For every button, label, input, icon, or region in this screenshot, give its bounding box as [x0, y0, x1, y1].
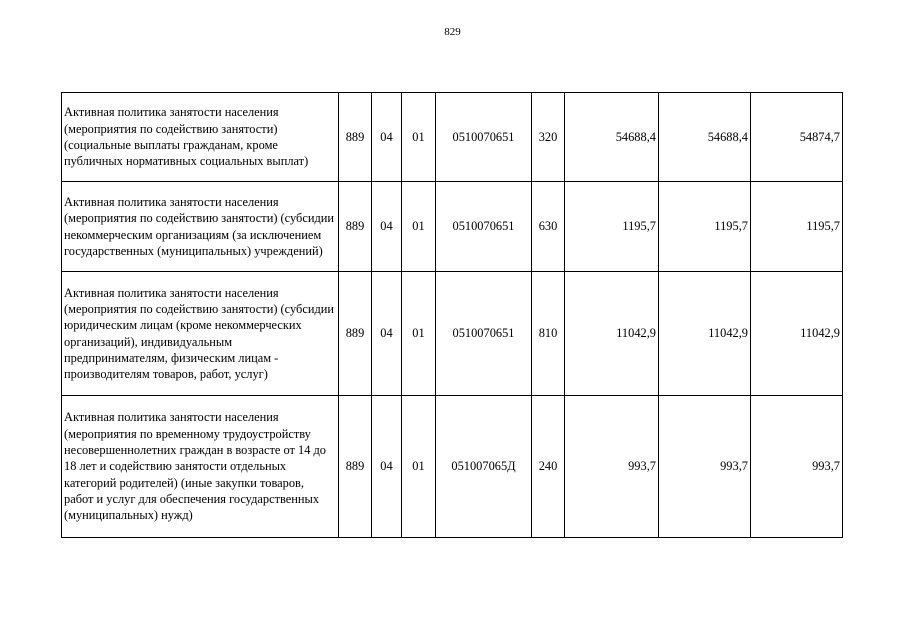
row-description: Активная политика занятости населения (мероприятия по временному трудоустройству несовершеннолетних граждан в возрасте от 14 до 18 лет и содействию занятости отдельных категорий родителей) (иные закупки товаров, работ и услуг для обеспечения государственных (муниципальных) нужд)	[62, 396, 339, 538]
amount-year-1: 54688,4	[565, 93, 659, 182]
section-code: 04	[372, 272, 402, 396]
target-article-code: 0510070651	[436, 182, 532, 272]
amount-year-3: 1195,7	[751, 182, 843, 272]
amount-year-1: 11042,9	[565, 272, 659, 396]
amount-year-3: 11042,9	[751, 272, 843, 396]
subsection-code: 01	[402, 272, 436, 396]
subsection-code: 01	[402, 93, 436, 182]
target-article-code: 051007065Д	[436, 396, 532, 538]
expense-type-code: 240	[532, 396, 565, 538]
table-row	[62, 396, 843, 538]
amount-year-2: 54688,4	[659, 93, 751, 182]
section-code: 04	[372, 93, 402, 182]
expense-type-code: 810	[532, 272, 565, 396]
amount-year-1: 1195,7	[565, 182, 659, 272]
amount-year-2: 11042,9	[659, 272, 751, 396]
budget-table	[61, 92, 843, 538]
section-code: 04	[372, 182, 402, 272]
row-description: Активная политика занятости населения (мероприятия по содействию занятости) (социальные выплаты гражданам, кроме публичных нормативных социальных выплат)	[62, 93, 339, 182]
table-row	[62, 93, 843, 182]
amount-year-3: 993,7	[751, 396, 843, 538]
ministry-code: 889	[339, 93, 372, 182]
expense-type-code: 630	[532, 182, 565, 272]
amount-year-2: 1195,7	[659, 182, 751, 272]
ministry-code: 889	[339, 396, 372, 538]
table-row	[62, 182, 843, 272]
ministry-code: 889	[339, 272, 372, 396]
target-article-code: 0510070651	[436, 93, 532, 182]
amount-year-2: 993,7	[659, 396, 751, 538]
amount-year-3: 54874,7	[751, 93, 843, 182]
section-code: 04	[372, 396, 402, 538]
expense-type-code: 320	[532, 93, 565, 182]
subsection-code: 01	[402, 396, 436, 538]
ministry-code: 889	[339, 182, 372, 272]
row-description: Активная политика занятости населения (мероприятия по содействию занятости) (субсидии юридическим лицам (кроме некоммерческих организаций), индивидуальным предпринимателям, физическим лицам - производителям товаров, работ, услуг)	[62, 272, 339, 396]
page-number: 829	[444, 26, 461, 38]
table-row	[62, 272, 843, 396]
target-article-code: 0510070651	[436, 272, 532, 396]
subsection-code: 01	[402, 182, 436, 272]
row-description: Активная политика занятости населения (мероприятия по содействию занятости) (субсидии некоммерческим организациям (за исключением государственных (муниципальных) учреждений)	[62, 182, 339, 272]
amount-year-1: 993,7	[565, 396, 659, 538]
